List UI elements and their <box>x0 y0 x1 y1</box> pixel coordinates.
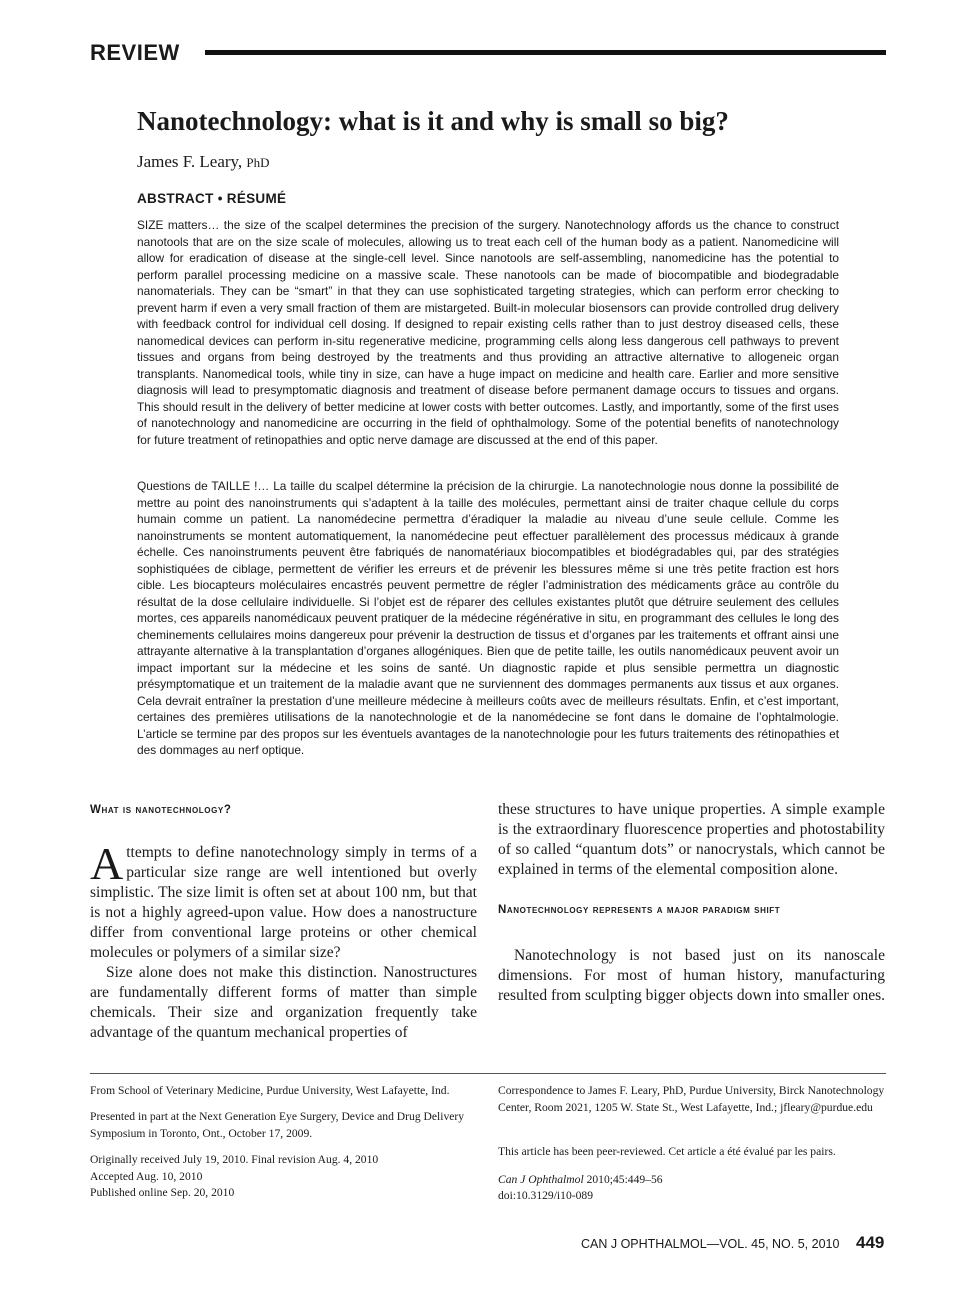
footnote-published: Published online Sep. 20, 2010 <box>90 1186 235 1199</box>
drop-cap: A <box>90 838 124 889</box>
body-column-left <box>90 800 477 1043</box>
body-column-right <box>498 800 885 1006</box>
paragraph-1 <box>90 838 477 963</box>
section-header <box>90 40 886 66</box>
section-rule <box>205 50 886 55</box>
footnote-presented: Presented in part at the Next Generation Eye Surgery, Device and Drug Delivery Symposium in Toronto, Ont., October 17, 2009. <box>90 1110 465 1140</box>
heading-paradigm-shift: Nanotechnology represents a major paradigm shift <box>498 904 781 916</box>
paragraph-1-text: ttempts to define nanotechnology simply in terms of a particular size range are well intentioned but overly simplistic. The size limit is often set at about 100 nm, but that is not a highly agreed-upon value. How does a nanostructure differ from conventional large proteins or other chemical molecules or polymers of a similar size? <box>90 844 477 961</box>
paragraph-2: Size alone does not make this distinction. Nanostructures are fundamentally different forms of matter than simple chemicals. Their size and organization frequently take advantage of the quantum mechanical properties of <box>90 964 477 1041</box>
abstract-french: Questions de TAILLE !… La taille du scalpel détermine la précision de la chirurgie. La nanotechnologie nous donne la possibilité de mettre au point des nanoinstruments qui s’adaptent à la taille des molécules, permettant ainsi de traiter chaque cellule du corps humain comme un patient. La nanomédecine permettra d’éradiquer la maladie au niveau d’une seule cellule. Comme les nanoinstruments se montent automatiquement, la nanomédecine peut effectuer parallèlement des processus médicaux à grande échelle. Ces nanoinstruments peuvent être fabriqués de nanomatériaux biocompatibles et biodégradables qui, par des stratégies sophistiquées de ciblage, permettent de vérifier les erreurs et de prévenir les blessures même si une très petite fraction est hors cible. Les biocapteurs moléculaires encastrés peuvent permettre de régler l’administration des médicaments grâce au contrôle du résultat de la dose cellulaire individuelle. Si l’objet est de réparer des cellules existantes plutôt que détruire seulement des cellules mortes, ces appareils nanomédicaux peuvent pratiquer de la médecine régénérative in situ, en programmant des cellules le long des cheminements cellulaires moins dangereux pour prévenir la destruction de tissus et d’organes par les traitements et offrant ainsi une attrayante alternative à la transplantation d’organes allogéniques. Bien que de petite taille, les outils nanomédicaux peuvent avoir un impact important sur la médecine et les soins de santé. Un diagnostic rapide et plus sensible permettra un diagnostic présymptomatique et un traitement de la maladie avant que ne surviennent des dommages permanents aux tissus et aux organes. Cela devrait entraîner la prestation d’une meilleure médecine à meilleurs coûts avec de meilleurs résultats. Enfin, et c’est important, certaines des premières utilisations de la nanotechnologie et de la nanomédecine se font dans le domaine de l’ophtalmologie. L’article se termine par des propos sur les éventuels avantages de la nanotechnologie pour les futurs traitements des rétinopathies et des dommages au nerf optique. <box>137 479 839 757</box>
journal-abbrev: Can J Ophthalmol <box>498 1173 584 1186</box>
running-footer: CAN J OPHTHALMOL—VOL. 45, NO. 5, 2010 <box>581 1237 840 1251</box>
footnote-peer-review: This article has been peer-reviewed. Cet article a été évalué par les pairs. <box>498 1145 836 1158</box>
footnote-rule <box>90 1073 886 1074</box>
footnote-received: Originally received July 19, 2010. Final revision Aug. 4, 2010 <box>90 1153 379 1166</box>
article-author <box>137 152 270 172</box>
heading-what-is-nanotechnology: What is nanotechnology? <box>90 804 232 816</box>
footnote-citation <box>498 1172 886 1189</box>
page-number: 449 <box>856 1233 885 1252</box>
article-title: Nanotechnology: what is it and why is small so big? <box>137 106 729 136</box>
footnote-accepted: Accepted Aug. 10, 2010 <box>90 1170 203 1183</box>
abstract-english: SIZE matters… the size of the scalpel determines the precision of the surgery. Nanotechnology affords us the chance to construct nanotools that are on the size scale of molecules, allowing us to treat each cell of the human body as a patient. Nanomedicine will allow for eradication of disease at the single-cell level. Since nanotools are self-assembling, nanomedicine has the potential to perform parallel processing medicine on a massive scale. These nanotools can be made of biocompatible and biodegradable nanomaterials. They can be “smart” in that they can use sophisticated targeting strategies, which can perform error checking to prevent harm if even a very small fraction of them are mistargeted. Built-in molecular biosensors can provide controlled drug delivery with feedback control for individual cell dosing. If designed to repair existing cells rather than to just destroy diseased cells, these nanomedical devices can perform in-situ regenerative medicine, programming cells along less dangerous cell pathways to prevent tissues and organs from being destroyed by the treatments and thus providing an attractive alternative to allogeneic organ transplants. Nanomedical tools, while tiny in size, can have a huge impact on medicine and health care. Earlier and more sensitive diagnosis will lead to presymptomatic diagnosis and treatment of disease before permanent damage occurs to tissues and organs. This should result in the delivery of better medicine at lower costs with better outcomes. Lastly, and importantly, some of the first uses of nanotechnology and nanomedicine are occurring in the field of ophthalmology. Some of the potential benefits of nanotechnology for future treatment of retinopathies and optic nerve damage are discussed at the end of this paper. <box>137 218 839 447</box>
author-degree: PhD <box>246 155 270 170</box>
paragraph-3: these structures to have unique properties. A simple example is the extraordinary fluorescence properties and photostability of so called “quantum dots” or nanocrystals, which cannot be explained in terms of the elemental composition alone. <box>498 801 885 878</box>
citation-text: 2010;45:449–56 <box>586 1173 663 1186</box>
author-name: James F. Leary, <box>137 152 243 171</box>
paragraph-4: Nanotechnology is not based just on its nanoscale dimensions. For most of human history, manufacturing resulted from sculpting bigger objects down into smaller ones. <box>498 947 885 1004</box>
footnote-affiliation: From School of Veterinary Medicine, Purdue University, West Lafayette, Ind. <box>90 1084 450 1097</box>
footnote-doi: doi:10.3129/i10-089 <box>498 1189 594 1202</box>
section-label: REVIEW <box>90 40 180 65</box>
footnote-correspondence: Correspondence to James F. Leary, PhD, Purdue University, Birck Nanotechnology Center, Room 2021, 1205 W. State St., West Lafayette, Ind.; jfleary@purdue.edu <box>498 1084 885 1114</box>
abstract-heading: ABSTRACT • RÉSUMÉ <box>137 191 287 206</box>
